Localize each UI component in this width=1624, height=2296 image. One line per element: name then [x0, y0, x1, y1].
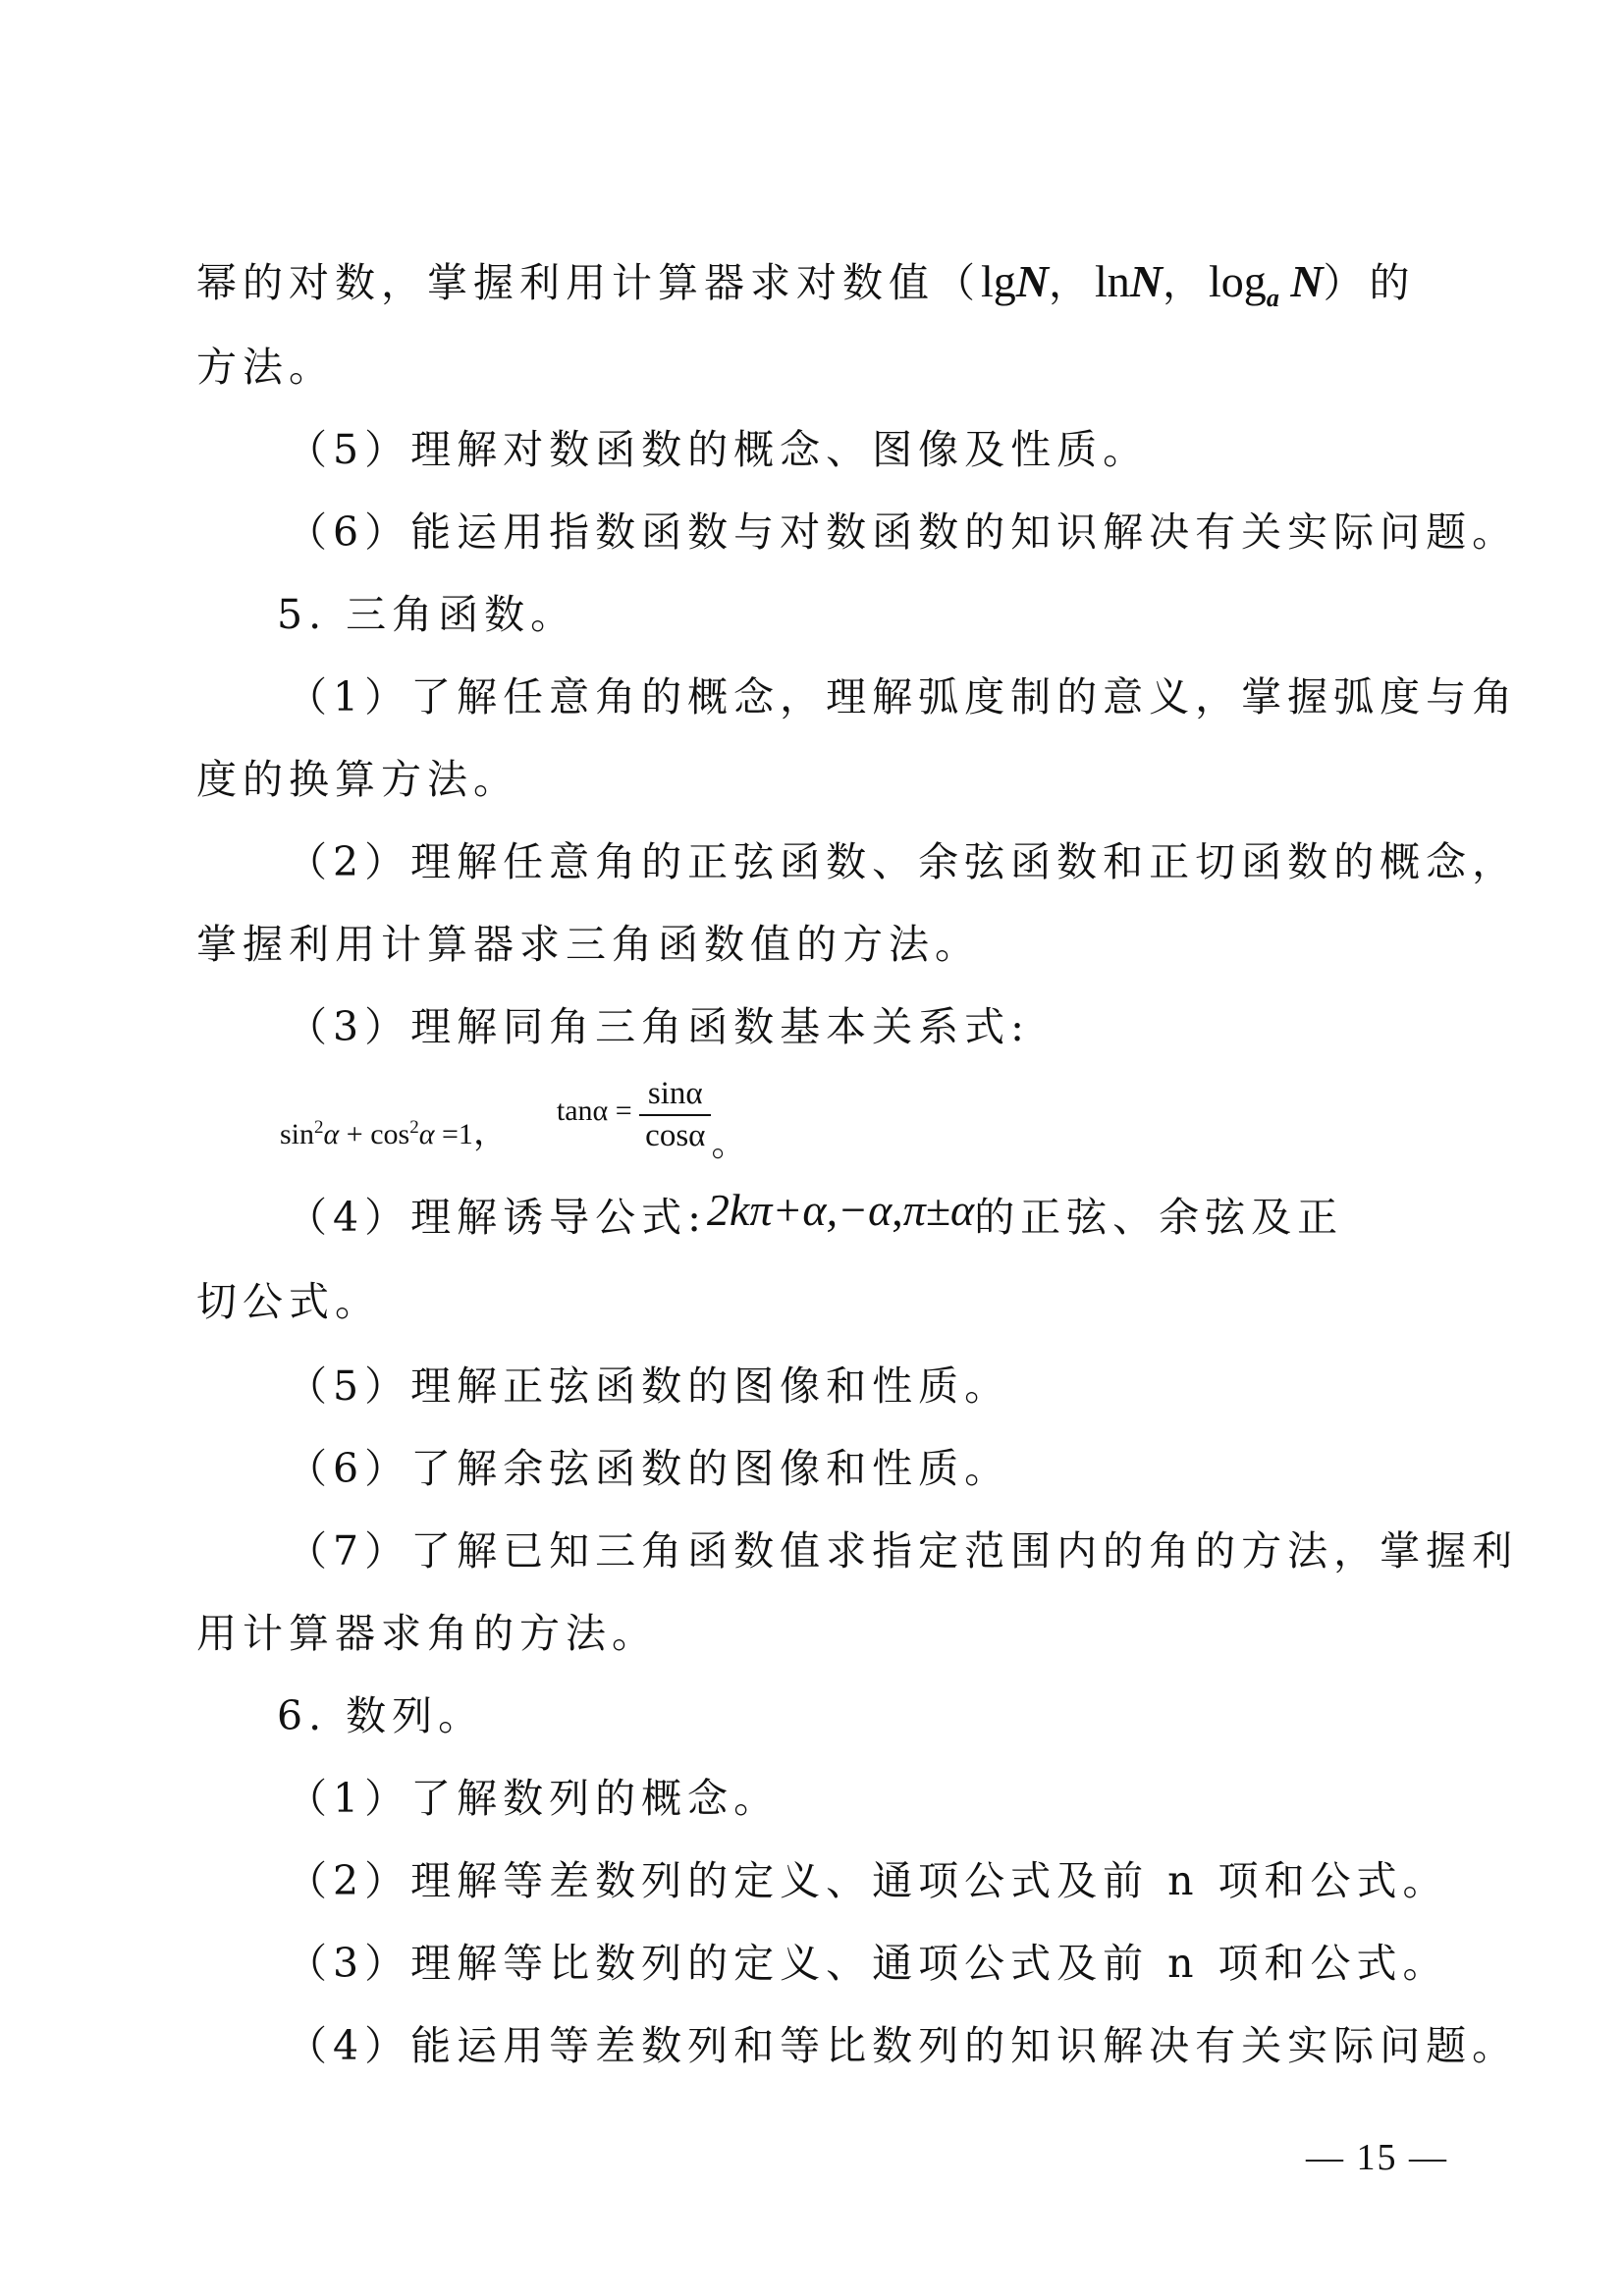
text-line-4: （6）能运用指数函数与对数函数的知识解决有关实际问题。	[287, 508, 1519, 556]
math-lnN: lnN	[1095, 256, 1164, 306]
text-line-20: （3）理解等比数列的定义、通项公式及前 n 项和公式。	[287, 1940, 1449, 1987]
text-line-19: （2）理解等差数列的定义、通项公式及前 n 项和公式。	[287, 1857, 1449, 1904]
text-line-7: 度的换算方法。	[196, 756, 519, 803]
text-line-9: 掌握利用计算器求三角函数值的方法。	[196, 921, 981, 968]
text-segment: 的正弦、余弦及正	[974, 1194, 1344, 1241]
section-heading-6: 6. 数列。	[277, 1692, 485, 1739]
text-line-21: （4）能运用等差数列和等比数列的知识解决有关实际问题。	[287, 2022, 1519, 2069]
text-line-18: （1）了解数列的概念。	[287, 1775, 781, 1822]
text-line-10: （3）理解同角三角函数基本关系式:	[287, 1003, 1030, 1050]
math-pi-pm-alpha: π±α	[902, 1185, 975, 1235]
text-line-11	[287, 1185, 1344, 1241]
text-line-14: （6）了解余弦函数的图像和性质。	[287, 1445, 1011, 1492]
trig-identity-formula: $\sin^2\alpha + \cos^2\alpha =1$， tanα = $\frac{\sin\alpha}{\cos\alpha}$ 。	[280, 1076, 747, 1164]
text-segment: ，	[1049, 259, 1096, 306]
text-line-6: （1）了解任意角的概念，理解弧度制的意义，掌握弧度与角	[287, 673, 1519, 721]
text-line-2: 方法。	[196, 344, 335, 391]
math-2kpi-plus-alpha: 2kπ+α	[706, 1185, 827, 1235]
math-lgN: lgN	[981, 256, 1050, 306]
section-heading-5: 5. 三角函数。	[277, 591, 577, 638]
pythagorean-identity: $\sin^2\alpha + \cos^2\alpha =1$，	[280, 1112, 509, 1152]
math-minus-alpha: ,−α	[826, 1185, 893, 1235]
tangent-quotient-identity: tanα = $\frac{\sin\alpha}{\cos\alpha}$	[557, 1081, 712, 1113]
text-line-1	[196, 256, 1416, 313]
text-segment: ，	[1163, 259, 1210, 306]
page-number: — 15 —	[1306, 2137, 1448, 2178]
text-segment: （4）理解诱导公式:	[287, 1194, 707, 1241]
text-line-15: （7）了解已知三角函数值求指定范围内的角的方法，掌握利	[287, 1527, 1519, 1575]
math-separator: ,	[892, 1185, 903, 1235]
text-line-3: （5）理解对数函数的概念、图像及性质。	[287, 426, 1150, 473]
math-logaN: $\log_a N$	[1209, 256, 1324, 313]
text-segment: ）的	[1323, 259, 1416, 306]
text-segment: 幂的对数，掌握利用计算器求对数值（	[196, 259, 981, 306]
text-line-8: （2）理解任意角的正弦函数、余弦函数和正切函数的概念，	[287, 838, 1519, 885]
text-line-16: 用计算器求角的方法。	[196, 1610, 658, 1657]
text-line-13: （5）理解正弦函数的图像和性质。	[287, 1362, 1011, 1410]
text-line-12: 切公式。	[196, 1278, 381, 1325]
